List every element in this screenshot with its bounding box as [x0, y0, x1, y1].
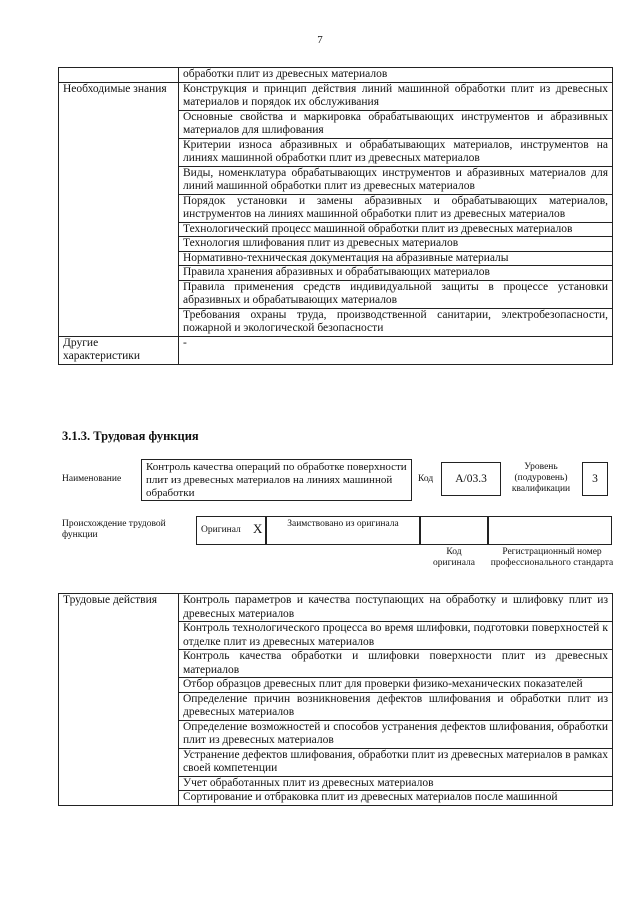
level-value: 3: [582, 462, 608, 496]
borrowed-label: Заимствовано из оригинала: [287, 519, 399, 529]
knowledge-label: Необходимые знания: [59, 82, 179, 336]
action-item: Отбор образцов древесных плит для проверки физико-механических показателей: [179, 678, 613, 693]
action-item: Учет обработанных плит из древесных материалов: [179, 776, 613, 791]
page-bottom-margin: [0, 832, 640, 901]
original-mark: X: [253, 521, 263, 536]
table-row: [59, 68, 613, 83]
borrowed-box: [266, 516, 420, 545]
continuation-text: обработки плит из древесных материалов: [179, 68, 613, 83]
action-item: Устранение дефектов шлифования, обработки плит из древесных материалов в рамках своей компетенции: [179, 748, 613, 776]
name-label: Наименование: [62, 474, 122, 484]
code-caption: Код оригинала: [433, 547, 475, 568]
empty-label-cell: [59, 68, 179, 83]
action-item: Определение возможностей и способов устранения дефектов шлифования, обработки плит из древесных материалов: [179, 720, 613, 748]
origin-block: [62, 516, 622, 586]
knowledge-item: Правила хранения абразивных и обрабатывающих материалов: [179, 266, 613, 281]
function-header: [62, 459, 622, 501]
origin-label: Происхождение трудовой функции: [62, 519, 166, 540]
table-row: [59, 82, 613, 110]
knowledge-item: Порядок установки и замены абразивных и обрабатывающих материалов, инструментов на линиях машинной обработки плит из древесных материалов: [179, 194, 613, 222]
page-number: 7: [317, 34, 323, 46]
knowledge-item: Технологический процесс машинной обработки плит из древесных материалов: [179, 222, 613, 237]
knowledge-item: Нормативно-техническая документация на абразивные материалы: [179, 251, 613, 266]
code-value: A/03.3: [441, 462, 501, 496]
action-item: Сортирование и отбраковка плит из древесных материалов после машинной: [179, 791, 613, 806]
knowledge-item: Критерии износа абразивных и обрабатывающих материалов, инструментов на линиях машинной обработки плит из древесных материалов: [179, 138, 613, 166]
knowledge-item: Технология шлифования плит из древесных материалов: [179, 237, 613, 252]
table-row: [59, 336, 613, 364]
knowledge-item: Основные свойства и маркировка обрабатывающих инструментов и абразивных материалов для шлифования: [179, 110, 613, 138]
action-item: Контроль качества обработки и шлифовки поверхности плит из древесных материалов: [179, 650, 613, 678]
other-label: Другие характеристики: [59, 336, 179, 364]
actions-label: Трудовые действия: [59, 594, 179, 806]
knowledge-item: Виды, номенклатура обрабатывающих инструментов и абразивных материалов для линий машинной обработки плит из древесных материалов: [179, 166, 613, 194]
knowledge-table: [58, 67, 613, 365]
knowledge-item: Требования охраны труда, производственной санитарии, электробезопасности, пожарной и экологической безопасности: [179, 308, 613, 336]
name-value: Контроль качества операций по обработке поверхности плит из древесных материалов на линиях машинной обработки: [141, 459, 412, 501]
actions-table: [58, 593, 613, 806]
code-original-box: [420, 516, 488, 545]
section-heading: 3.1.3. Трудовая функция: [62, 429, 199, 443]
reg-number-box: [488, 516, 612, 545]
knowledge-item: Конструкция и принцип действия линий машинной обработки плит из древесных материалов и порядок их обслуживания: [179, 82, 613, 110]
action-item: Контроль параметров и качества поступающих на обработку и шлифовку плит из древесных материалов: [179, 594, 613, 622]
level-label: Уровень (подуровень) квалификации: [511, 462, 571, 494]
reg-caption: Регистрационный номер профессионального стандарта: [490, 547, 614, 568]
knowledge-item: Правила применения средств индивидуальной защиты в процессе установки абразивных и обрабатывающих материалов: [179, 280, 613, 308]
table-row: [59, 594, 613, 622]
action-item: Контроль технологического процесса во время шлифовки, подготовки поверхностей к отделке плит из древесных материалов: [179, 622, 613, 650]
original-label: Оригинал: [201, 525, 241, 535]
other-value: -: [179, 336, 613, 364]
original-box: [196, 516, 266, 545]
code-label: Код: [418, 474, 434, 484]
action-item: Определение причин возникновения дефектов шлифования и обработки плит из древесных материалов: [179, 692, 613, 720]
